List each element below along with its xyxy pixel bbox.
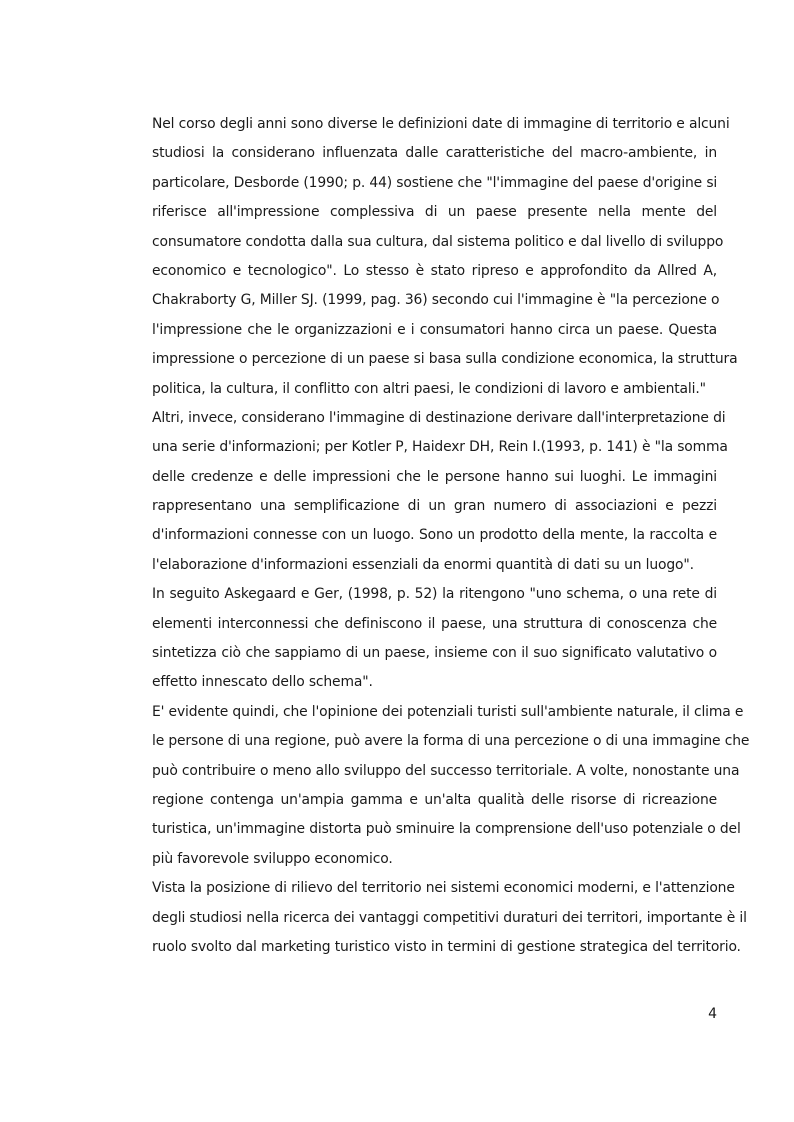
text-line: sintetizza ciò che sappiamo di un paese, insieme con il suo significato valutativo o bbox=[152, 645, 717, 662]
text-line: impressione o percezione di un paese si basa sulla condizione economica, la struttura bbox=[152, 351, 738, 368]
text-line: studiosi la considerano influenzata dalle caratteristiche del macro-ambiente, in bbox=[152, 145, 717, 162]
text-line: effetto innescato dello schema". bbox=[152, 674, 373, 691]
paragraph bbox=[152, 874, 747, 962]
text-line: elementi interconnessi che definiscono il paese, una struttura di conoscenza che bbox=[152, 615, 717, 632]
text-line: Vista la posizione di rilievo del territorio nei sistemi economici moderni, e l'attenzione bbox=[152, 880, 735, 897]
text-line: una serie d'informazioni; per Kotler P, Haidexr DH, Rein I.(1993, p. 141) è "la somma bbox=[152, 439, 728, 456]
page-number: 4 bbox=[708, 1006, 717, 1022]
paragraph bbox=[152, 404, 728, 580]
text-line: Altri, invece, considerano l'immagine di destinazione derivare dall'interpretazione di bbox=[152, 409, 726, 426]
text-line: consumatore condotta dalla sua cultura, dal sistema politico e dal livello di sviluppo bbox=[152, 233, 724, 250]
text-line: ruolo svolto dal marketing turistico visto in termini di gestione strategica del territorio. bbox=[152, 938, 741, 955]
text-line: politica, la cultura, il conflitto con altri paesi, le condizioni di lavoro e ambientali." bbox=[152, 380, 706, 397]
text-line: In seguito Askegaard e Ger, (1998, p. 52) la ritengono "uno schema, o una rete di bbox=[152, 586, 717, 603]
text-line: rappresentano una semplificazione di un gran numero di associazioni e pezzi bbox=[152, 498, 717, 515]
text-line: l'elaborazione d'informazioni essenziali da enormi quantità di dati su un luogo". bbox=[152, 556, 694, 573]
text-line: Nel corso degli anni sono diverse le definizioni date di immagine di territorio e alcuni bbox=[152, 116, 730, 132]
text-line: d'informazioni connesse con un luogo. Sono un prodotto della mente, la raccolta e bbox=[152, 527, 717, 544]
paragraph bbox=[152, 110, 738, 404]
body-text bbox=[152, 110, 750, 962]
paragraph bbox=[152, 580, 717, 698]
text-line: può contribuire o meno allo sviluppo del successo territoriale. A volte, nonostante una bbox=[152, 762, 740, 779]
text-line: E' evidente quindi, che l'opinione dei potenziali turisti sull'ambiente naturale, il clima e bbox=[152, 703, 744, 720]
text-line: economico e tecnologico". Lo stesso è stato ripreso e approfondito da Allred A, bbox=[152, 262, 717, 279]
text-line: riferisce all'impressione complessiva di un paese presente nella mente del bbox=[152, 204, 717, 221]
paragraph bbox=[152, 698, 750, 874]
text-line: Chakraborty G, Miller SJ. (1999, pag. 36) secondo cui l'immagine è "la percezione o bbox=[152, 292, 720, 309]
text-line: delle credenze e delle impressioni che le persone hanno sui luoghi. Le immagini bbox=[152, 468, 717, 485]
text-line: particolare, Desborde (1990; p. 44) sostiene che "l'immagine del paese d'origine si bbox=[152, 174, 718, 191]
text-line: regione contenga un'ampia gamma e un'alta qualità delle risorse di ricreazione bbox=[152, 791, 717, 808]
text-line: degli studiosi nella ricerca dei vantaggi competitivi duraturi dei territori, importante è il bbox=[152, 909, 747, 926]
text-line: l'impressione che le organizzazioni e i consumatori hanno circa un paese. Questa bbox=[152, 321, 717, 338]
text-line: più favorevole sviluppo economico. bbox=[152, 850, 393, 867]
text-line: le persone di una regione, può avere la forma di una percezione o di una immagine che bbox=[152, 733, 750, 750]
text-line: turistica, un'immagine distorta può sminuire la comprensione dell'uso potenziale o del bbox=[152, 821, 741, 838]
